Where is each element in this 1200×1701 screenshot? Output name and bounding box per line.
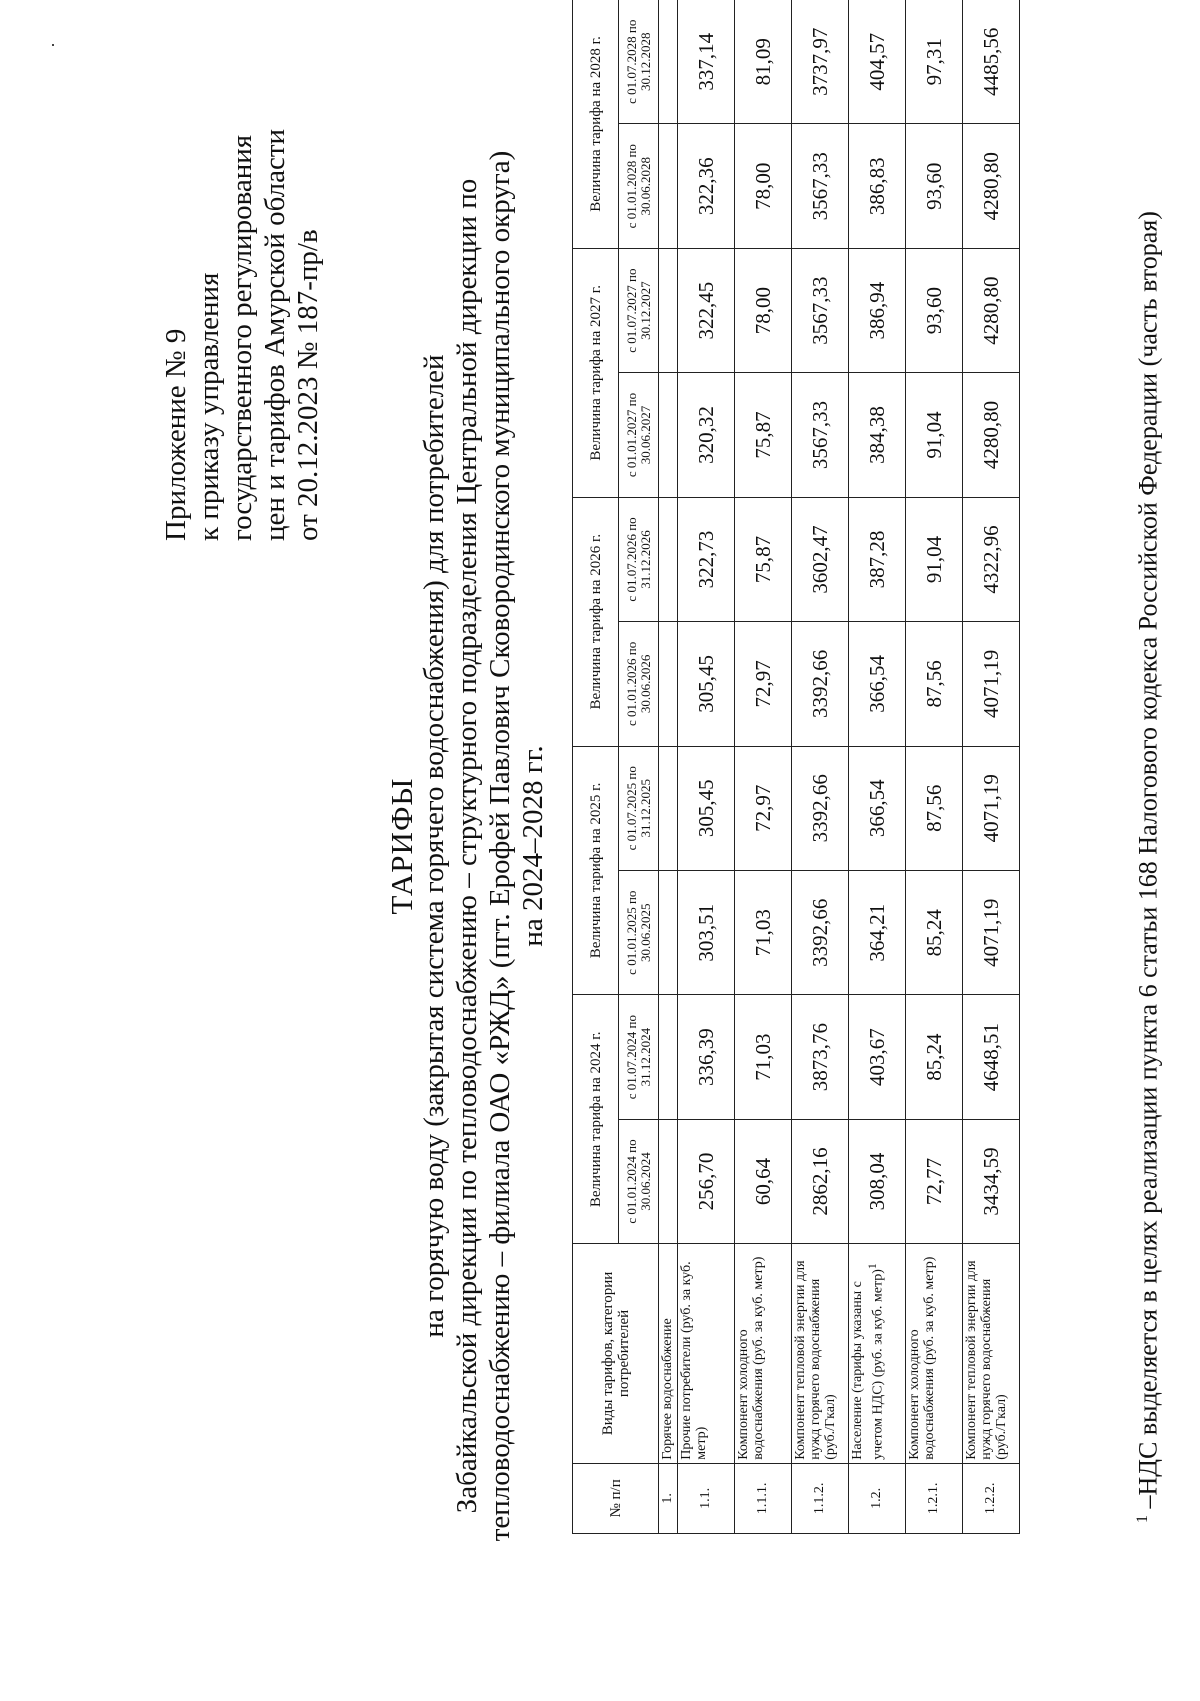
section-row — [659, 0, 678, 1534]
tariff-value: 97,31 — [906, 0, 963, 124]
tariff-value: 4280,80 — [963, 124, 1020, 248]
header-num: № п/п — [573, 1463, 659, 1533]
tariff-value: 3873,76 — [792, 995, 849, 1119]
section-num: 1. — [659, 1463, 678, 1533]
tariff-value: 75,87 — [735, 497, 792, 621]
tariff-value: 71,03 — [735, 870, 792, 994]
appendix-line: Приложение № 9 — [160, 328, 192, 541]
empty-cell — [659, 870, 678, 994]
scan-speck — [52, 44, 54, 46]
tariff-value: 337,14 — [678, 0, 735, 124]
tariff-value: 91,04 — [906, 497, 963, 621]
tariff-value: 256,70 — [678, 1119, 735, 1243]
tariff-value: 322,73 — [678, 497, 735, 621]
header-period: с 01.01.2028 по 30.06.2028 — [619, 124, 659, 248]
row-name — [735, 1244, 792, 1464]
title-main: ТАРИФЫ — [384, 777, 419, 915]
row-num: 1.1.1. — [735, 1463, 792, 1533]
appendix-line: от 20.12.2023 № 187-пр/в — [292, 229, 324, 541]
table-row — [735, 0, 792, 1534]
tariff-table — [572, 0, 1020, 1534]
header-year: Величина тарифа на 2028 г. — [573, 0, 619, 248]
header-year: Величина тарифа на 2024 г. — [573, 995, 619, 1244]
tariff-value: 3602,47 — [792, 497, 849, 621]
tariff-value: 78,00 — [735, 124, 792, 248]
appendix-line: к приказу управления — [193, 272, 225, 541]
tariff-value: 387,28 — [849, 497, 906, 621]
empty-cell — [659, 373, 678, 497]
appendix-header — [160, 21, 325, 541]
tariff-value: 322,45 — [678, 248, 735, 372]
header-kind: Виды тарифов, категории потребителей — [573, 1244, 659, 1464]
tariff-value: 4648,51 — [963, 995, 1020, 1119]
section-name: Горячее водоснабжение — [659, 1244, 678, 1464]
row-num: 1.1. — [678, 1463, 735, 1533]
empty-cell — [659, 497, 678, 621]
tariff-value: 4071,19 — [963, 746, 1020, 870]
tariff-value: 3567,33 — [792, 248, 849, 372]
header-year: Величина тарифа на 2025 г. — [573, 746, 619, 995]
header-period: с 01.07.2025 по 31.12.2025 — [619, 746, 659, 870]
tariff-value: 71,03 — [735, 995, 792, 1119]
title-line: на горячую воду (закрытая система горячего водоснабжения) для потребителей — [418, 354, 450, 1338]
tariff-value: 93,60 — [906, 248, 963, 372]
tariff-value: 72,97 — [735, 746, 792, 870]
tariff-value: 322,36 — [678, 124, 735, 248]
table-row — [906, 0, 963, 1534]
header-period: с 01.01.2024 по 30.06.2024 — [619, 1119, 659, 1243]
empty-cell — [659, 124, 678, 248]
tariff-value: 85,24 — [906, 995, 963, 1119]
table-row — [678, 0, 735, 1534]
appendix-line: государственного регулирования — [226, 134, 258, 541]
tariff-value: 303,51 — [678, 870, 735, 994]
tariff-value: 3567,33 — [792, 124, 849, 248]
header-period: с 01.01.2026 по 30.06.2026 — [619, 622, 659, 746]
footnote-text: –НДС выделяется в целях реализации пункта 6 статьи 168 Налогового кодекса Российской Федерации (часть вторая) — [1133, 211, 1163, 1509]
row-num: 1.2.2. — [963, 1463, 1020, 1533]
tariff-value: 305,45 — [678, 622, 735, 746]
tariff-value: 93,60 — [906, 124, 963, 248]
tariff-value: 320,32 — [678, 373, 735, 497]
tariff-value: 384,38 — [849, 373, 906, 497]
header-year: Величина тарифа на 2026 г. — [573, 497, 619, 746]
row-name-text: Компонент тепловой энергии для нужд горячего водоснабжения (руб./Гкал) — [793, 1260, 838, 1460]
tariff-value: 3392,66 — [792, 746, 849, 870]
tariff-value: 72,97 — [735, 622, 792, 746]
header-period: с 01.01.2025 по 30.06.2025 — [619, 870, 659, 994]
tariff-value: 75,87 — [735, 373, 792, 497]
tariff-value: 4071,19 — [963, 622, 1020, 746]
tariff-value: 91,04 — [906, 373, 963, 497]
row-name-text: Прочие потребители (руб. за куб. метр) — [679, 1261, 709, 1460]
tariff-value: 3392,66 — [792, 870, 849, 994]
empty-cell — [659, 0, 678, 124]
tariff-value: 336,39 — [678, 995, 735, 1119]
document-title — [385, 126, 550, 1566]
row-name-text: Компонент холодного водоснабжения (руб. за куб. метр) — [907, 1256, 937, 1460]
row-num: 1.2. — [849, 1463, 906, 1533]
title-line: на 2024–2028 гг. — [517, 745, 549, 947]
empty-cell — [659, 1119, 678, 1243]
tariff-value: 4280,80 — [963, 373, 1020, 497]
row-name-text: Население (тарифы указаны с учетом НДС) (руб. за куб. метр) — [850, 1269, 886, 1460]
tariff-value: 308,04 — [849, 1119, 906, 1243]
title-line: тепловодоснабжению – филиала ОАО «РЖД» (пгт. Ерофей Павлович Сковородинского муниципального округа) — [484, 150, 516, 1542]
row-name — [792, 1244, 849, 1464]
title-line: Забайкальской дирекции по тепловодоснабжению – структурного подразделения Центральной дирекции по — [451, 178, 483, 1514]
empty-cell — [659, 622, 678, 746]
row-num: 1.1.2. — [792, 1463, 849, 1533]
appendix-line: цен и тарифов Амурской области — [259, 128, 291, 541]
header-period: с 01.01.2027 по 30.06.2027 — [619, 373, 659, 497]
tariff-value: 3567,33 — [792, 373, 849, 497]
tariff-value: 60,64 — [735, 1119, 792, 1243]
tariff-value: 366,54 — [849, 746, 906, 870]
tariff-value: 4071,19 — [963, 870, 1020, 994]
row-name-text: Компонент тепловой энергии для нужд горячего водоснабжения (руб./Гкал) — [964, 1260, 1009, 1460]
tariff-value: 364,21 — [849, 870, 906, 994]
table-row — [792, 0, 849, 1534]
empty-cell — [659, 248, 678, 372]
tariff-value: 4322,96 — [963, 497, 1020, 621]
row-name — [963, 1244, 1020, 1464]
tariff-value: 386,83 — [849, 124, 906, 248]
row-name-text: Компонент холодного водоснабжения (руб. за куб. метр) — [736, 1256, 766, 1460]
empty-cell — [659, 746, 678, 870]
tariff-value: 81,09 — [735, 0, 792, 124]
table-body — [659, 0, 1020, 1534]
header-period: с 01.07.2028 по 30.12.2028 — [619, 0, 659, 124]
tariff-value: 87,56 — [906, 622, 963, 746]
row-num: 1.2.1. — [906, 1463, 963, 1533]
header-period: с 01.07.2027 по 30.12.2027 — [619, 248, 659, 372]
tariff-value: 404,57 — [849, 0, 906, 124]
tariff-value: 87,56 — [906, 746, 963, 870]
tariff-value: 403,67 — [849, 995, 906, 1119]
footnote-ref: 1 — [866, 1263, 879, 1270]
tariff-value: 305,45 — [678, 746, 735, 870]
tariff-value: 366,54 — [849, 622, 906, 746]
row-name — [678, 1244, 735, 1464]
empty-cell — [659, 995, 678, 1119]
tariff-value: 3737,97 — [792, 0, 849, 124]
row-name — [906, 1244, 963, 1464]
footnote — [1128, 123, 1164, 1523]
row-name — [849, 1244, 906, 1464]
tariff-value: 4280,80 — [963, 248, 1020, 372]
header-period: с 01.07.2024 по 31.12.2024 — [619, 995, 659, 1119]
footnote-mark: 1 — [1134, 1515, 1151, 1523]
table-row — [963, 0, 1020, 1534]
header-year: Величина тарифа на 2027 г. — [573, 248, 619, 497]
tariff-value: 3434,59 — [963, 1119, 1020, 1243]
tariff-value: 78,00 — [735, 248, 792, 372]
tariff-value: 72,77 — [906, 1119, 963, 1243]
table-row — [849, 0, 906, 1534]
tariff-value: 3392,66 — [792, 622, 849, 746]
tariff-value: 4485,56 — [963, 0, 1020, 124]
tariff-value: 386,94 — [849, 248, 906, 372]
tariff-value: 85,24 — [906, 870, 963, 994]
tariff-value: 2862,16 — [792, 1119, 849, 1243]
header-period: с 01.07.2026 по 31.12.2026 — [619, 497, 659, 621]
